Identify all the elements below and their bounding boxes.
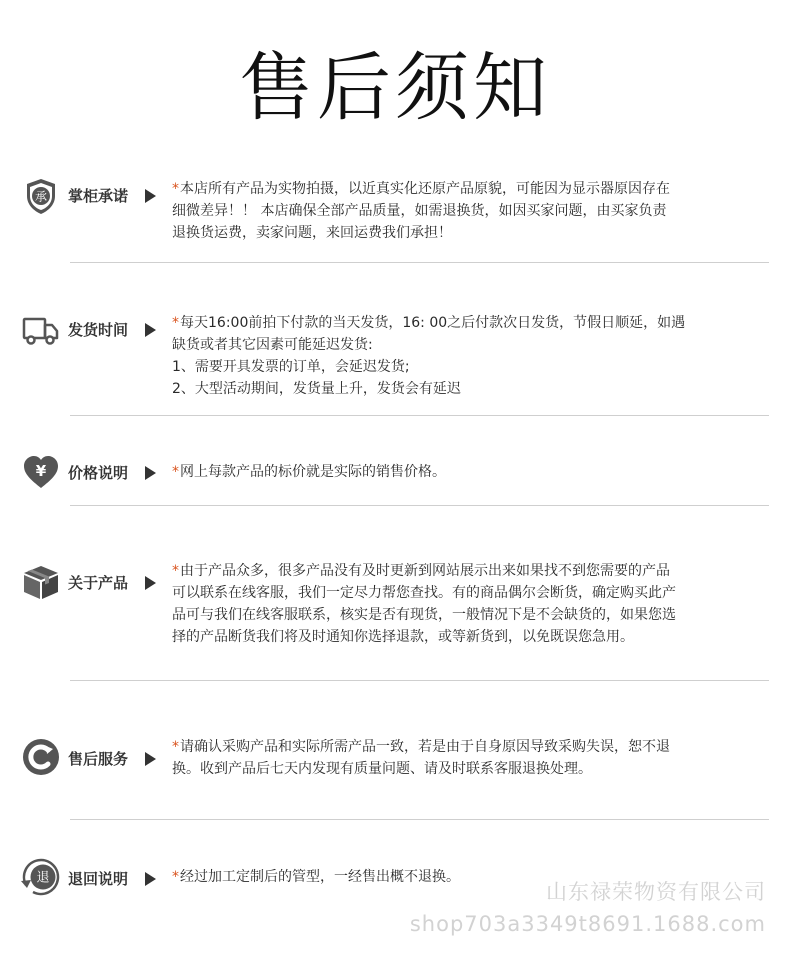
star-marker: *	[172, 563, 179, 579]
star-marker: *	[172, 739, 179, 755]
arrow-right-icon	[145, 752, 156, 766]
star-marker: *	[172, 315, 179, 331]
arrow-right-icon	[145, 323, 156, 337]
arrow-right-icon	[145, 466, 156, 480]
section-label: 价格说明	[68, 464, 129, 482]
text-line: 每天16:00前拍下付款的当天发货，16: 00之后付款次日发货，节假日顺延，如遇	[180, 315, 686, 331]
page-title: 售后须知	[239, 45, 551, 131]
star-marker: *	[172, 869, 179, 885]
arrow-right-icon	[145, 189, 156, 203]
text-line: 换。收到产品后七天内发现有质量问题、请及时联系客服退换处理。	[172, 761, 592, 777]
text-line: 由于产品众多，很多产品没有及时更新到网站展示出来如果找不到您需要的产品	[180, 563, 670, 579]
section-divider	[70, 680, 769, 681]
section-label: 关于产品	[68, 574, 129, 592]
section-divider	[70, 262, 769, 263]
text-line: 可以联系在线客服，我们一定尽力帮您查找。有的商品偶尔会断货，确定购买此产	[172, 585, 676, 601]
section-text	[172, 178, 762, 244]
yen-heart-icon	[21, 452, 61, 492]
section-label: 退回说明	[68, 870, 129, 888]
return-glyph: 退	[36, 870, 50, 886]
arrow-right-icon	[145, 576, 156, 590]
text-line: 本店所有产品为实物拍摄，以近真实化还原产品原貌，可能因为显示器原因存在	[180, 181, 670, 197]
yen-glyph: ¥	[35, 462, 47, 480]
text-line: 请确认采购产品和实际所需产品一致，若是由于自身原因导致采购失误，恕不退	[180, 739, 670, 755]
star-marker: *	[172, 464, 179, 480]
return-circle-icon	[19, 857, 65, 897]
section-divider	[70, 505, 769, 506]
text-line: 1、需要开具发票的订单，会延迟发货;	[172, 359, 410, 375]
section-divider	[70, 819, 769, 820]
section-label: 发货时间	[68, 321, 129, 339]
promise-shield-icon	[21, 176, 61, 216]
text-line: 择的产品断货我们将及时通知你选择退款，或等新货到，以免既误您急用。	[172, 629, 634, 645]
after-sales-c-icon	[21, 737, 61, 777]
text-line: 经过加工定制后的管型，一经售出概不退换。	[180, 869, 460, 885]
text-line: 缺货或者其它因素可能延迟发货:	[172, 337, 373, 353]
watermark-shop-url: shop703a3349t8691.1688.com	[409, 912, 766, 936]
section-text	[172, 560, 762, 648]
text-line: 退换货运费，卖家问题，来回运费我们承担！	[172, 225, 452, 241]
section-divider	[70, 415, 769, 416]
shield-glyph: 承	[34, 189, 48, 204]
section-text	[172, 312, 762, 400]
text-line: 品可与我们在线客服联系，核实是否有现货，一般情况下是不会缺货的，如果您选	[172, 607, 676, 623]
text-line: 2、大型活动期间，发货量上升，发货会有延迟	[172, 381, 461, 397]
section-text	[172, 461, 762, 483]
product-box-icon	[21, 562, 61, 602]
text-line: 细微差异！！ 本店确保全部产品质量，如需退换货，如因买家问题，由买家负责	[172, 203, 667, 219]
arrow-right-icon	[145, 872, 156, 886]
section-label: 售后服务	[68, 750, 129, 768]
section-label: 掌柜承诺	[68, 187, 129, 205]
section-text	[172, 736, 762, 780]
star-marker: *	[172, 181, 179, 197]
watermark-company: 山东禄荣物资有限公司	[546, 880, 766, 904]
text-line: 网上每款产品的标价就是实际的销售价格。	[180, 464, 446, 480]
delivery-truck-icon	[21, 310, 61, 350]
